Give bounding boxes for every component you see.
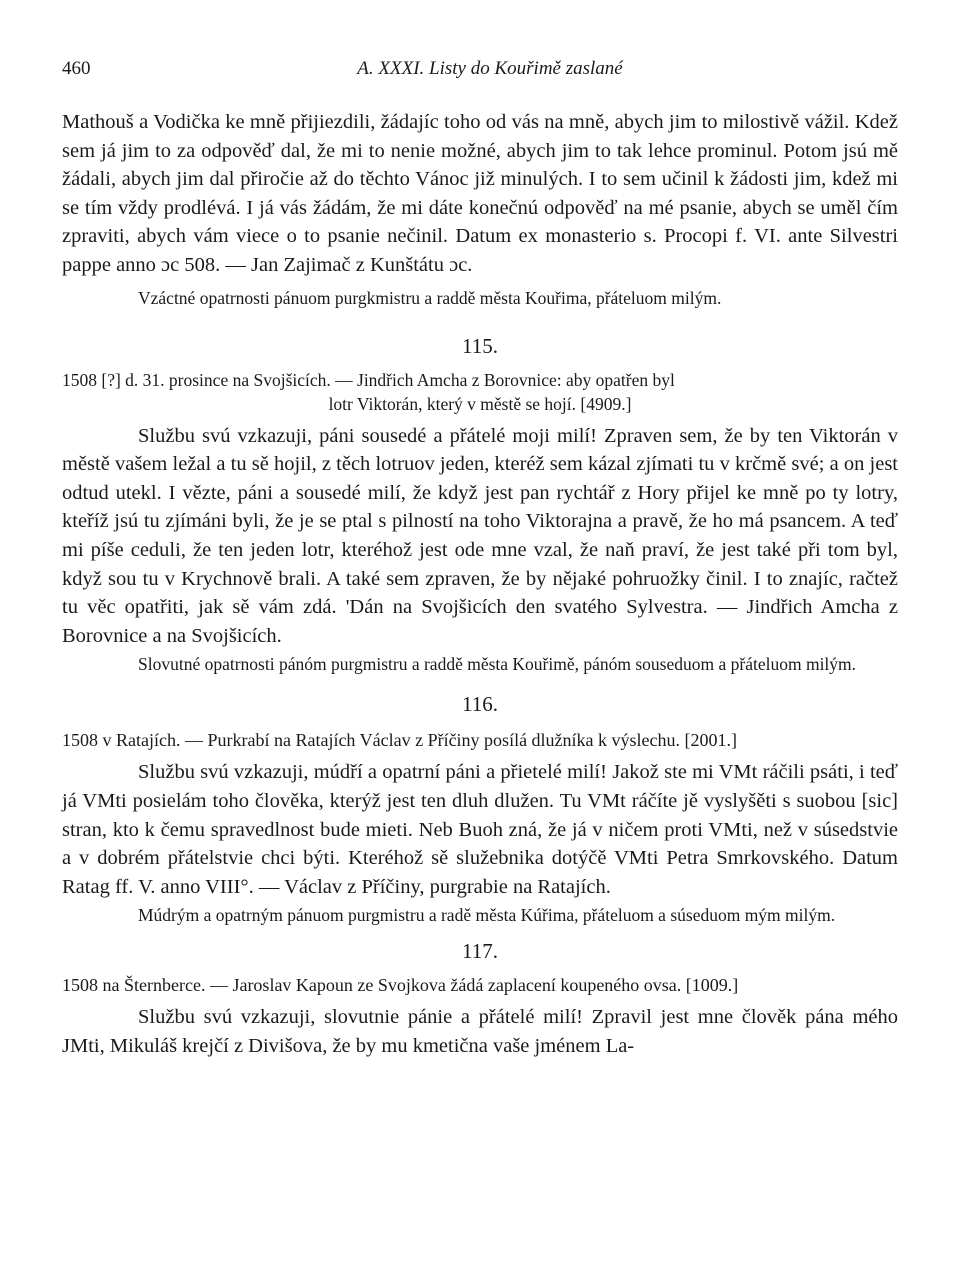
document-number-115: 115. bbox=[462, 333, 498, 358]
page-body bbox=[62, 108, 898, 1060]
page-number: 460 bbox=[62, 58, 91, 79]
continuation-text: Mathouš a Vodička ke mně přijiezdili, žádajíc toho od vás na mně, abych jim to milostivě vážil. Kdež sem já jim to za odpověď dal, že mi to nenie možné, abych jim to tak lehce prominul. Potom jsú mě žádali, abych jim dal přiročie až do těchto Vánoc již minulých. I to sem učinil k žádosti jim, kdež mi se tím vždy prodlévá. I já vás žádám, že mi dáte konečnú odpověď na mé psanie, abych se uměl čím zpraviti, abych vám viece o to psanie nečinil. Datum ex monasterio s. Procopi f. VI. ante Silvestri pappe anno ɔc 508. — Jan Zajimač z Kunštátu ɔc. bbox=[62, 111, 898, 276]
running-head bbox=[62, 58, 898, 86]
running-title: A. XXXI. Listy do Kouřimě zaslané bbox=[357, 58, 623, 79]
regest-117: 1508 na Šternberce. — Jaroslav Kapoun ze Svojkova žádá zaplacení koupeného ovsa. [1009.] bbox=[62, 975, 739, 996]
document-115-address: Slovutné opatrnosti pánóm purgmistru a raddě města Kouřimě, pánóm souseduom a přáteluom milým. bbox=[138, 654, 857, 675]
document-117-text: Službu svú vzkazuji, slovutnie pánie a přátelé milí! Zpravil jest mne člověk pána mého JMti, Mikuláš krejčí z Divišova, že by mu kmetična vaše jménem La- bbox=[62, 1006, 898, 1057]
document-number-117: 117. bbox=[462, 939, 498, 964]
regest-116: 1508 v Ratajích. — Purkrabí na Ratajích Václav z Příčiny posílá dlužníka k výslechu. [2001.] bbox=[62, 730, 738, 751]
document-number-116: 116. bbox=[462, 692, 498, 717]
regest-115 bbox=[62, 368, 898, 416]
document-116-address: Múdrým a opatrným pánuom purgmistru a radě města Kúřima, přáteluom a súseduom mým milým. bbox=[138, 905, 836, 926]
document-116-text: Službu svú vzkazuji, múdří a opatrní páni a přietelé milí! Jakož ste mi VMt ráčili psáti, i teď já VMti posielám toho člověka, kterýž jest ten dluh dlužen. Tu VMt ráčíte jě vyslyšěti s suobou [sic] stran, kto k čemu spravedlnost bude mieti. Neb Buoh zná, že já v ničem proti VMti, než v súsedstvie a v dobrém přátelstvie chci býti. Kteréhož sě služebnika dotýčě VMti Petra Smrkovského. Datum Ratag ff. V. anno VIII°. — Václav z Příčiny, purgrabie na Ratajích. bbox=[62, 761, 898, 898]
document-115-text: Službu svú vzkazuji, páni sousedé a přátelé moji milí! Zpraven sem, že by ten Viktorán v městě vašem ležal a tu sě hojil, z těch lotruov jeden, kteréž sem kázal zjímati tu v krčmě své; a on jest odtud utekl. I vězte, páni a sousedé milí, že když jest pan rychtář z Hory přijel ke mně po ty lotry, kteříž jsú tu zjímáni byli, že je se ptal s pilností na toho Viktorajna a pravě, že ho má psancem. A teď mi píše ceduli, že ten jeden lotr, kteréhož jest ode mne vzal, že naň praví, že jest také při tom byl, když sou tu v Krychnově brali. A také sem zpraven, že by nějaké pohruožky činil. I to znajíc, račtež tu věc opatřiti, jak sě vám zdá. 'Dán na Svojšicích den svatého Sylvestra. — Jindřich Amcha z Borovnice a na Svojšicích. bbox=[62, 424, 898, 647]
continuation-address: Vzáctné opatrnosti pánuom purgkmistru a raddě města Kouřima, přáteluom milým. bbox=[138, 287, 722, 308]
regest-115-line2: lotr Viktorán, který v městě se hojí. [4909.] bbox=[328, 393, 632, 414]
regest-115-line1: 1508 [?] d. 31. prosince na Svojšicích. — Jindřich Amcha z Borovnice: aby opatřen byl bbox=[62, 369, 675, 390]
